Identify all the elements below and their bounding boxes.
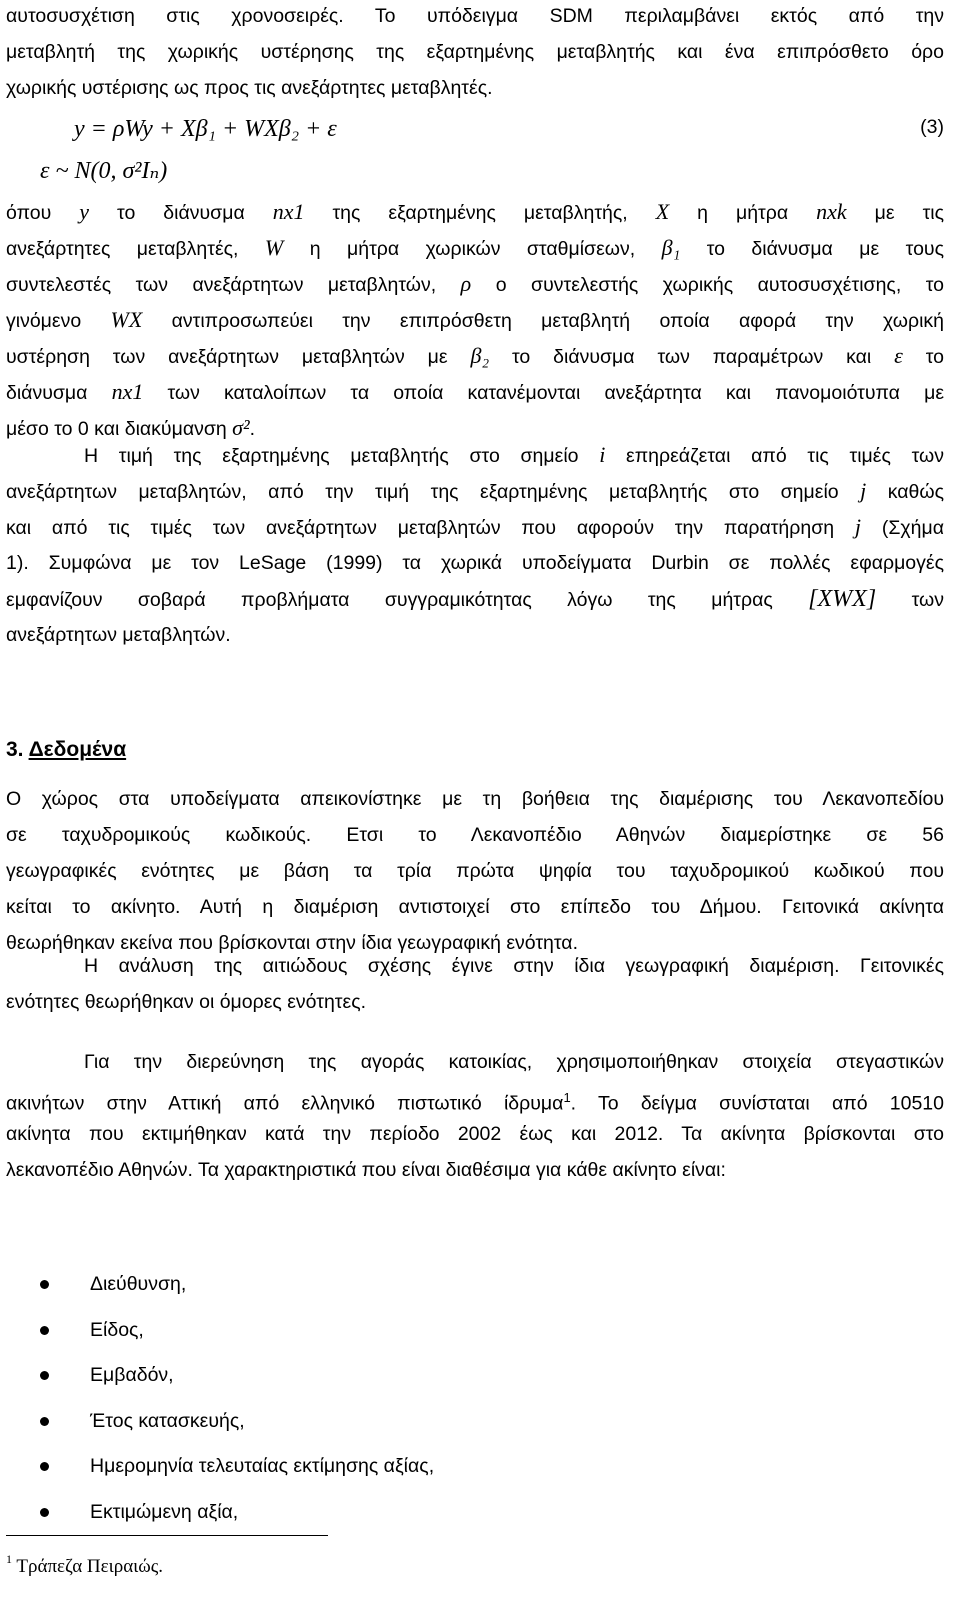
intro-paragraph — [6, 0, 944, 106]
footnote-text: Τράπεζα Πειραιώς. — [16, 1556, 164, 1577]
section-title: Δεδομένα — [28, 738, 127, 761]
text-line: μέσο το 0 και διακύμανση σ². — [6, 415, 256, 440]
list-item: Ημερομηνία τελευταίας εκτίμησης αξίας, — [40, 1444, 434, 1490]
text-line: και από τις τιμές των ανεξάρτητων μεταβλητών που αφορούν την παρατήρηση j (Σχήμα — [6, 514, 944, 539]
text-line: όπου y το διάνυσμα nx1 της εξαρτημένης μεταβλητής, X η μήτρα nxk με τις — [6, 199, 944, 224]
footnote-marker: 1 — [6, 1552, 12, 1566]
text-line: ενότητες θεωρήθηκαν οι όμορες ενότητες. — [6, 991, 367, 1013]
influence-paragraph — [6, 437, 944, 653]
text-line: γεωγραφικές ενότητες με βάση τα τρία πρώτα ψηφία του ταχυδρομικού κωδικού που — [6, 860, 944, 882]
bullet-icon — [40, 1280, 49, 1289]
footnote-ref[interactable]: 1 — [563, 1090, 571, 1105]
footnote-separator — [6, 1535, 328, 1536]
text-line: Η τιμή της εξαρτημένης μεταβλητής στο σημείο i επηρεάζεται από τις τιμές των — [84, 442, 944, 467]
analysis-paragraph — [6, 948, 944, 1020]
bullet-icon — [40, 1417, 49, 1426]
text-line: 1). Συμφώνα με τον LeSage (1999) τα χωρικά υποδείγματα Durbin σε πολλές εφαρμογές — [6, 552, 944, 574]
space-paragraph — [6, 781, 944, 961]
list-item: Εκτιμώμενη αξία, — [40, 1490, 434, 1536]
text-line: σε ταχυδρομικούς κωδικούς. Ετσι το Λεκανοπέδιο Αθηνών διαμερίστηκε σε 56 — [6, 824, 944, 846]
bullet-icon — [40, 1326, 49, 1335]
text-line: ακίνητα που εκτιμήθηκαν κατά την περίοδο 2002 έως και 2012. Τα ακίνητα βρίσκονται στο — [6, 1123, 944, 1145]
text-line: γινόμενο WX αντιπροσωπεύει την επιπρόσθετη μεταβλητή οποία αφορά την χωρική — [6, 307, 944, 332]
text-line: μεταβλητή της χωρικής υστέρησης της εξαρτημένης μεταβλητής και ένα επιπρόσθετο όρο — [6, 41, 944, 63]
text-line: χωρικής υστέρισης ως προς τις ανεξάρτητες μεταβλητές. — [6, 77, 493, 99]
list-item: Είδος, — [40, 1308, 434, 1354]
market-paragraph — [6, 1044, 944, 1188]
equation-line-1 — [40, 116, 944, 143]
text-line: ακινήτων στην Αττική από ελληνικό πιστωτικό ίδρυμα$^1$. Το δείγμα συνίσταται από 10510 — [6, 1090, 944, 1115]
list-item: Έτος κατασκευής, — [40, 1399, 434, 1445]
footnote — [6, 1552, 163, 1578]
text-line: Η ανάλυση της αιτιώδους σχέσης έγινε στην ίδια γεωγραφική διαμέριση. Γειτονικές — [84, 955, 944, 977]
text-line: διάνυσμα nx1 των καταλοίπων τα οποία κατανέμονται ανεξάρτητα και πανομοιότυπα με — [6, 379, 944, 404]
section-number: 3. — [6, 738, 24, 761]
text-line: συντελεστές των ανεξάρτητων μεταβλητών, ρ ο συντελεστής χωρικής αυτοσυσχέτισης, το — [6, 271, 944, 296]
section-heading — [6, 738, 126, 762]
attribute-list — [40, 1262, 434, 1535]
text-line: Για την διερεύνηση της αγοράς κατοικίας, χρησιμοποιήθηκαν στοιχεία στεγαστικών — [84, 1051, 944, 1073]
list-item: Διεύθυνση, — [40, 1262, 434, 1308]
text-line: λεκανοπέδιο Αθηνών. Τα χαρακτηριστικά που είναι διαθέσιμα για κάθε ακίνητο είναι: — [6, 1159, 726, 1181]
text-line: ανεξάρτητων μεταβλητών. — [6, 624, 231, 646]
equation-number: (3) — [920, 116, 944, 138]
equation-line-2 — [40, 156, 944, 185]
text-line: εμφανίζουν σοβαρά προβλήματα συγγραμικότητας λόγω της μήτρας [XWX] των — [6, 586, 944, 612]
bullet-icon — [40, 1508, 49, 1517]
equation-distribution: ε ~ N(0, σ²Iₙ) — [40, 158, 168, 184]
bullet-icon — [40, 1462, 49, 1471]
text-line: θεωρήθηκαν εκείνα που βρίσκονται στην ίδια γεωγραφική ενότητα. — [6, 932, 579, 954]
text-line: Ο χώρος στα υποδείγματα απεικονίστηκε με τη βοήθεια της διαμέρισης του Λεκανοπεδίου — [6, 788, 944, 810]
definitions-paragraph — [6, 194, 944, 446]
text-line: κείται το ακίνητο. Αυτή η διαμέριση αντιστοιχεί στο επίπεδο του Δήμου. Γειτονικά ακίνητα — [6, 896, 944, 918]
text-line: ανεξάρτητων μεταβλητών, από την τιμή της εξαρτημένης μεταβλητής στο σημείο j καθώς — [6, 478, 944, 503]
list-item: Εμβαδόν, — [40, 1353, 434, 1399]
text-line: αυτοσυσχέτιση στις χρονοσειρές. Το υπόδειγμα SDM περιλαμβάνει εκτός από την — [6, 5, 944, 27]
text-line: ανεξάρτητες μεταβλητές, W η μήτρα χωρικών σταθμίσεων, β₁ το διάνυσμα με τους — [6, 235, 944, 260]
bullet-icon — [40, 1371, 49, 1380]
equation-expression: y = ρWy + Xβ₁ + WXβ₂ + ε — [74, 116, 337, 142]
text-line: υστέρηση των ανεξάρτητων μεταβλητών με β₂ το διάνυσμα των παραμέτρων και ε το — [6, 343, 944, 368]
